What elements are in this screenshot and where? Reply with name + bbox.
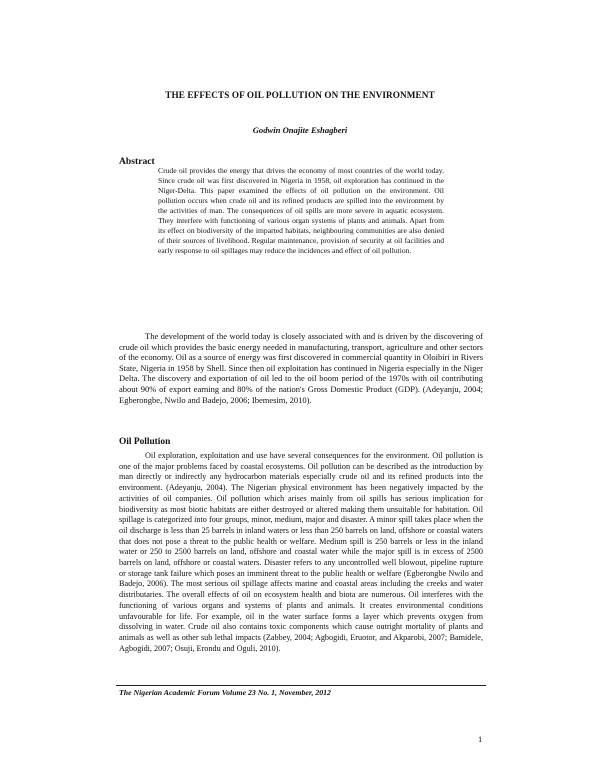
footer-rule <box>116 685 486 686</box>
intro-paragraph <box>119 331 483 405</box>
abstract-text: Crude oil provides the energy that drives the economy of most countries of the world today. Since crude oil was first discovered in Nigeria in 1958, oil exploration has continued in the Niger-Delta. This paper examined the effects of oil pollution on the environment. Oil pollution occurs when crude oil and its refined products are spilled into the environment by the activities of man. The consequences of oil spills are more severe in aquatic ecosystem. They interfere with functioning of various organ systems of plants and animals. Apart from its effect on biodiversity of the imparted habitats, neighbouring communities are also denied of their sources of livelihood. Regular maintenance, provision of security at oil facilities and early response to oil spillages may reduce the incidences and effect of oil pollution. <box>158 166 444 255</box>
section-text: Oil exploration, exploitation and use have several consequences for the environment. Oil pollution is one of the major problems faced by coastal ecosystems. Oil pollution can be described as the introduction by man directly or indirectly any hydrocarbon materials especially crude oil and its refined products into the environment. (Adeyanju, 2004). The Nigerian physical environment has been negatively impacted by the activities of oil companies. Oil pollution which arises mainly from oil spills has serious implication for biodiversity as most biotic habitats are either destroyed or altered making them unsuitable for habitation. Oil spillage is categorized into four groups, minor, medium, major and disaster. A minor spill takes place when the oil discharge is less than 25 barrels in inland waters or less than 250 barrels on land, offshore or coastal waters that does not pose a threat to the public health or welfare. Medium spill is 250 barrels or less in the inland water or 250 to 2500 barrels on land, offshore and coastal water while the major spill is in excess of 2500 barrels on land, offshore or coastal waters. Disaster refers to any uncontrolled well blowout, pipeline rupture or storage tank failure which poses an imminent threat to the public health or welfare (Egberongbe Nwilo and Badejo, 2006). The most serious oil spillage affects marine and coastal areas including the creeks and water distributaries. The overall effects of oil on ecosystem health and biota are numerous. Oil interferes with the functioning of various organs and systems of plants and animals. It creates environmental conditions unfavourable for life. For example, oil in the water surface forms a layer which prevents oxygen from dissolving in water. Crude oil also contains toxic components which cause outright mortality of plants and animals as well as other sub lethal impacts (Zabbey, 2004; Agbogidi, Eruotor, and Akparobi, 2007; Bamidele, Agbogidi, 2007; Osuji, Erondu and Oguli, 2010). <box>119 451 483 653</box>
section-paragraph <box>119 451 483 654</box>
abstract-heading: Abstract <box>119 156 155 167</box>
intro-text: The development of the world today is closely associated with and is driven by the discovering of crude oil which provides the basic energy needed in manufacturing, transport, agriculture and other sectors of the economy. Oil as a source of energy was first discovered in commercial quantity in Oloibiri in Rivers State, Nigeria in 1958 by Shell. Since then oil exploitation has continued in Nigeria especially in the Niger Delta. The discovery and exportation of oil led to the oil boom period of the 1970s with oil contributing about 90% of export earning and 80% of the nation's Gross Domestic Product (GDP). (Adeyanju, 2004; Egberongbe, Nwilo and Badejo, 2006; Ibemesim, 2010). <box>119 331 483 405</box>
author-name: Godwin Onajite Eshagberi <box>252 125 348 135</box>
section-heading-oil-pollution: Oil Pollution <box>119 437 171 447</box>
page-number: 1 <box>478 735 483 744</box>
paper-title: THE EFFECTS OF OIL POLLUTION ON THE ENVIRONMENT <box>165 90 435 100</box>
journal-footer: The Nigerian Academic Forum Volume 23 No. 1, November, 2012 <box>119 688 331 697</box>
